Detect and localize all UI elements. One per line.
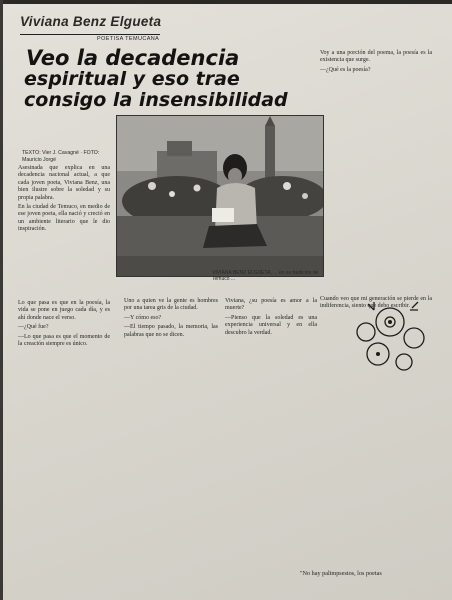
paragraph: —El tiempo pasado, la memoria, las palabras que no se dicen. <box>124 324 218 338</box>
photo-caption: VIVIANA BENZ ELGUETA, ... en su tradición de Temuco ... <box>212 270 319 283</box>
paragraph: En la ciudad de Temuco, en medio de ese joven poeta, ella nació y creció en un ambiente literario que le dio inspiración. <box>18 204 110 233</box>
byline-section: POETISA TEMUCANA <box>97 36 160 42</box>
column-1-bottom <box>18 300 110 350</box>
paragraph: Viviana, ¿su poesía es amor a la muerte? <box>225 298 317 312</box>
byline-rule <box>20 34 160 35</box>
column-4-top <box>320 50 432 76</box>
paragraph: —¿Qué es la poesía? <box>320 66 371 73</box>
column-1-top <box>18 165 110 236</box>
flower-illustration <box>348 290 430 380</box>
headline-line-2: espiritual y eso trae <box>24 68 240 90</box>
column-3 <box>225 298 317 339</box>
paragraph: Asesinada que explica en una decadencia nacional actual, a que cada joven poeta, Viviana Benz, una bien ilustre sobre la soledad y su propia palabra. <box>18 165 110 201</box>
paragraph: —Lo que pasa es que el momento de la creación siempre es único. <box>18 333 110 348</box>
page-top-edge <box>0 0 452 4</box>
paragraph: Cuando veo que mi generación se pierde en la indiferencia, siento que debo escribir. <box>320 296 432 310</box>
paragraph: Lo que pasa es que en la poesía, la vida se pone en juego cada día, y es ahí donde nace el verso. <box>18 300 110 321</box>
headline <box>24 48 324 111</box>
headline-line-3: consigo la insensibilidad <box>24 89 288 111</box>
credits: TEXTO: Vier J. Cavagné · FOTO: Mauricio Jorgé <box>22 150 100 163</box>
byline-name: Viviana Benz Elgueta <box>20 14 162 29</box>
paragraph: —Y cómo eso? <box>124 314 162 321</box>
pull-quote: "No hay palimpsestos, los poetas <box>300 570 382 577</box>
headline-line-1: Veo la decadencia <box>26 46 240 70</box>
photo-poet-in-garden <box>116 115 324 277</box>
paragraph: —Pienso que la soledad es una experiencia universal y en ella descubro la verdad. <box>225 314 317 336</box>
column-2 <box>124 298 218 341</box>
paragraph: Uno a quien ve la gente es hombres por una tarea gris de la ciudad. <box>124 298 218 312</box>
page-left-edge <box>0 0 3 600</box>
paragraph: —¿Qué fue? <box>18 324 49 331</box>
paragraph: Voy a una porción del poema, la poesía es la existencia que surge. <box>320 50 432 64</box>
